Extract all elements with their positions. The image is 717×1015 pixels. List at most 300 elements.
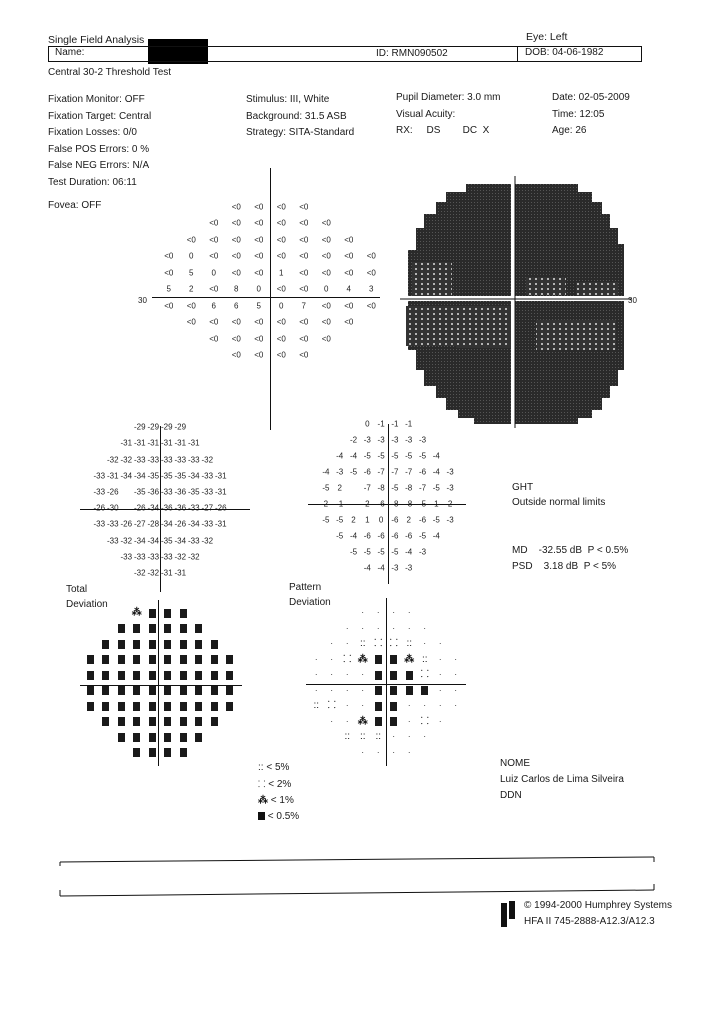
total_deviation-cell: -33 [133, 552, 146, 562]
total-deviation-prob-symbol [149, 717, 156, 726]
total_deviation-cell: -31 [214, 519, 227, 529]
pattern-deviation-prob-symbol: · [330, 685, 334, 695]
total_deviation-cell: -32 [120, 455, 133, 464]
total-deviation-prob-symbol [102, 655, 109, 664]
pattern_deviation-cell: -5 [349, 547, 358, 557]
pattern-deviation-prob-symbol: · [361, 608, 365, 618]
threshold-cell: <0 [209, 251, 219, 261]
threshold-cell: <0 [276, 235, 286, 245]
pattern_deviation-cell: -5 [377, 451, 385, 461]
threshold-cell: <0 [344, 235, 354, 245]
total_deviation-cell: -35 [174, 471, 187, 481]
pattern_deviation-cell: 2 [351, 515, 356, 525]
pattern-deviation-prob-symbol: · [376, 747, 380, 757]
pattern-deviation-prob-symbol: · [345, 701, 349, 711]
threshold-cell: 0 [211, 268, 216, 278]
total-deviation-prob-symbol [133, 655, 140, 664]
pattern_deviation-cell: 2 [337, 483, 342, 493]
total_deviation-cell: -33 [187, 455, 200, 464]
total-deviation-prob-symbol [149, 702, 156, 711]
total-deviation-prob-symbol [195, 702, 202, 711]
pattern-deviation-prob-symbol: · [438, 685, 442, 695]
pattern-deviation-prob-symbol: · [423, 732, 427, 742]
total_deviation-cell: -31 [133, 438, 146, 448]
report-title: Single Field Analysis [48, 34, 145, 46]
pattern-deviation-prob-symbol: · [454, 670, 458, 680]
psd-value: PSD 3.18 dB P < 5% [512, 561, 617, 572]
total_deviation-cell: -34 [133, 471, 146, 481]
total-deviation-prob-symbol [133, 702, 140, 711]
pattern-deviation-prob-symbol: · [376, 608, 380, 618]
pattern-deviation-prob-symbol [406, 686, 413, 695]
pattern_deviation-cell: -7 [377, 467, 385, 477]
pattern-deviation-prob-symbol: :: [375, 731, 382, 743]
total_deviation-cell: -36 [174, 487, 187, 497]
total-deviation-prob-symbol [149, 748, 156, 757]
threshold-cell: <0 [209, 334, 219, 344]
total-deviation-prob-symbol [118, 733, 125, 742]
threshold-cell: <0 [321, 251, 331, 261]
pattern-deviation-prob-symbol [390, 702, 397, 711]
pattern_deviation-cell: 0 [365, 419, 370, 429]
threshold-cell: 1 [279, 268, 284, 278]
pattern_deviation-cell: -5 [432, 483, 440, 493]
pattern_deviation-cell: -3 [418, 547, 427, 557]
total-deviation-prob-symbol [133, 733, 140, 742]
pattern_deviation-cell: -4 [432, 451, 440, 461]
total-deviation-prob-symbol [87, 655, 94, 664]
total-deviation-prob-symbol [87, 686, 94, 695]
threshold-cell: <0 [231, 268, 241, 278]
total_deviation-cell: -31 [160, 568, 173, 578]
pattern-deviation-prob-symbol: · [407, 608, 411, 618]
pattern_deviation-cell: -5 [391, 483, 399, 493]
threshold-cell: <0 [299, 268, 309, 278]
total-deviation-prob-symbol [226, 655, 233, 664]
threshold-cell: <0 [231, 251, 241, 261]
total-deviation-prob-symbol [211, 686, 218, 695]
pattern-deviation-prob-symbol: ⸬ [420, 669, 429, 681]
threshold-cell: <0 [299, 251, 309, 261]
pattern_deviation-cell: -3 [405, 563, 413, 573]
pattern_deviation-cell: -3 [363, 435, 371, 445]
total_deviation-cell: -33 [187, 536, 200, 545]
pattern_deviation-cell: -3 [336, 467, 344, 477]
total-deviation-prob-symbol [164, 748, 171, 757]
threshold-cell: <0 [209, 218, 219, 228]
total-deviation-prob-symbol [133, 671, 140, 680]
total-deviation-prob-symbol [180, 624, 187, 633]
pattern_deviation-cell: -4 [432, 531, 440, 541]
params-col3: Pupil Diameter: 3.0 mm Visual Acuity: RX: DS DC X [396, 92, 501, 136]
total-deviation-prob-symbol [180, 733, 187, 742]
pattern_deviation-cell: -6 [405, 531, 413, 541]
threshold-cell: <0 [276, 334, 286, 344]
threshold-cell: 6 [211, 301, 216, 311]
threshold-cell: <0 [299, 350, 309, 360]
pattern-deviation-prob-symbol: · [314, 685, 318, 695]
pattern_deviation-cell: 1 [365, 515, 370, 525]
pattern-deviation-prob-symbol: · [345, 685, 349, 695]
total-deviation-prob-symbol [149, 686, 156, 695]
total-deviation-prob-symbol [164, 609, 171, 618]
threshold-cell: <0 [254, 350, 264, 360]
pattern-deviation-prob-symbol: · [454, 685, 458, 695]
pattern-deviation-prob-symbol: · [361, 701, 365, 711]
total-deviation-prob-symbol [195, 640, 202, 649]
test-name: Central 30-2 Threshold Test [48, 67, 172, 78]
pattern-deviation-prob-symbol: :: [313, 700, 320, 712]
pattern_deviation-cell: -5 [363, 547, 371, 557]
total-deviation-prob-symbol [164, 640, 171, 649]
threshold-cell: <0 [164, 301, 174, 311]
pattern-deviation-prob-symbol: · [392, 732, 396, 742]
threshold-cell: <0 [321, 301, 331, 311]
threshold-cell: <0 [254, 218, 264, 228]
pattern-deviation-prob-symbol: · [361, 670, 365, 680]
threshold-cell: <0 [276, 202, 286, 212]
pattern_deviation-cell: -7 [363, 483, 371, 493]
total-deviation-prob-symbol [211, 717, 218, 726]
pattern-deviation-prob-symbol [390, 717, 397, 726]
pattern_deviation-cell: -5 [391, 547, 399, 557]
total-deviation-prob-symbol [133, 748, 140, 757]
total_deviation-cell: -31 [187, 438, 200, 448]
pattern-deviation-prob-symbol [406, 671, 413, 680]
total_deviation-cell: -28 [147, 519, 160, 529]
total_deviation-cell: -33 [160, 552, 173, 562]
total_deviation-cell: -33 [201, 487, 214, 497]
total-deviation-prob-symbol [180, 717, 187, 726]
total-deviation-prob-symbol [133, 640, 140, 649]
ght-value: Outside normal limits [512, 497, 606, 508]
total_deviation-cell: -33 [106, 536, 119, 545]
threshold-cell: <0 [231, 350, 241, 360]
pattern-deviation-prob-symbol: · [330, 639, 334, 649]
total_deviation-cell: -31 [214, 487, 227, 497]
total-deviation-prob-symbol [149, 640, 156, 649]
total-deviation-prob-symbol [180, 748, 187, 757]
pattern_deviation-cell: -6 [363, 531, 371, 541]
threshold-cell: 6 [234, 301, 239, 311]
pattern-deviation-prob-symbol: · [330, 654, 334, 664]
total-deviation-prob-symbol [164, 733, 171, 742]
total_deviation-cell: -33 [201, 471, 214, 481]
threshold-cell: <0 [231, 202, 241, 212]
total-deviation-prob-symbol [164, 717, 171, 726]
total_deviation-cell: -33 [160, 487, 173, 497]
threshold-cell: <0 [276, 317, 286, 327]
threshold-cell: <0 [299, 334, 309, 344]
total-deviation-prob-symbol [211, 640, 218, 649]
pattern_deviation-cell: -2 [349, 435, 358, 445]
pattern-deviation-prob-symbol: · [361, 685, 365, 695]
pattern-deviation-prob-symbol: · [392, 747, 396, 757]
pattern-deviation-prob-symbol: ⁂ [357, 715, 368, 727]
pattern-deviation-prob-symbol: · [423, 623, 427, 633]
pattern-deviation-prob-symbol: · [438, 654, 442, 664]
threshold-cell: 2 [189, 284, 194, 294]
copyright: © 1994-2000 Humphrey Systems [524, 900, 672, 911]
pattern_deviation-cell: -5 [432, 515, 440, 525]
total-deviation-prob-symbol [164, 671, 171, 680]
threshold-cell: <0 [299, 235, 309, 245]
pattern-deviation-prob-symbol: :: [406, 638, 413, 650]
threshold-cell: <0 [321, 235, 331, 245]
threshold-cell: <0 [344, 301, 354, 311]
pattern_deviation-cell: -5 [349, 467, 358, 477]
pattern-deviation-prob-symbol [421, 686, 428, 695]
total-deviation-prob-symbol [195, 671, 202, 680]
pattern_deviation-cell: -5 [336, 531, 344, 541]
md-value: MD -32.55 dB P < 0.5% [512, 545, 629, 556]
total-deviation-prob-symbol [118, 640, 125, 649]
total-deviation-prob-symbol [118, 686, 125, 695]
pattern-deviation-prob-symbol [375, 655, 382, 664]
threshold-cell: <0 [186, 317, 196, 327]
total_deviation-cell: -32 [187, 552, 200, 562]
pattern-deviation-prob-symbol: · [423, 701, 427, 711]
pattern-deviation-prob-symbol: · [407, 747, 411, 757]
ght-label: GHT [512, 482, 534, 493]
pattern-deviation-prob-symbol: ⁂ [404, 653, 415, 665]
threshold-cell: <0 [186, 235, 196, 245]
pattern-deviation-prob-symbol: · [330, 716, 334, 726]
pattern_deviation-cell: -1 [377, 419, 385, 429]
threshold-cell: <0 [254, 268, 264, 278]
pattern-deviation-prob-symbol: · [454, 701, 458, 711]
threshold-cell: <0 [254, 317, 264, 327]
total_deviation-cell: -33 [120, 552, 133, 562]
pattern-deviation-prob-symbol: :: [359, 638, 366, 650]
total_deviation-cell: -31 [174, 568, 187, 578]
pattern_deviation-cell: -3 [446, 483, 454, 493]
pattern-deviation-prob-symbol: · [345, 670, 349, 680]
threshold-cell: <0 [186, 301, 196, 311]
total_deviation-cell: -26 [174, 519, 187, 529]
total-deviation-prob-symbol [211, 671, 218, 680]
total_deviation-cell: -33 [201, 519, 214, 529]
threshold-cell: <0 [344, 251, 354, 261]
total_deviation-cell: -34 [174, 536, 187, 545]
total_deviation-cell: -33 [174, 455, 187, 464]
pattern-deviation-prob-symbol: · [392, 623, 396, 633]
total_deviation-cell: -34 [133, 536, 146, 545]
legend-5pct: :: < 5% [258, 762, 290, 773]
pattern_deviation-cell: -5 [336, 515, 344, 525]
pattern_deviation-cell: -5 [418, 451, 427, 461]
threshold-cell: 0 [256, 284, 261, 294]
pattern_deviation-cell: -6 [418, 467, 427, 477]
threshold-cell: <0 [164, 268, 174, 278]
total_deviation-cell: -26 [106, 487, 119, 497]
pattern-deviation-prob-symbol [375, 717, 382, 726]
total-deviation-label: Total Deviation [66, 584, 108, 610]
total_deviation-cell: -34 [147, 536, 160, 545]
total-deviation-prob-symbol [149, 624, 156, 633]
eye-label: Eye: Left [526, 31, 568, 43]
total_deviation-cell: -35 [147, 471, 160, 481]
pattern_deviation-cell: -4 [432, 467, 440, 477]
total-deviation-prob-symbol [149, 655, 156, 664]
threshold-cell: <0 [299, 218, 309, 228]
pattern_deviation-cell: -5 [391, 451, 399, 461]
total-deviation-prob-symbol [118, 655, 125, 664]
total-deviation-prob-symbol [149, 733, 156, 742]
pattern_deviation-cell: 0 [378, 515, 384, 525]
total_deviation-cell: -35 [160, 471, 173, 481]
total-deviation-prob-symbol [102, 640, 109, 649]
pattern_deviation-cell: -4 [349, 531, 358, 541]
total-deviation-prob-symbol [102, 702, 109, 711]
pattern-deviation-prob-symbol: · [361, 747, 365, 757]
threshold-cell: <0 [254, 334, 264, 344]
greyscale-axis-label: 30 [628, 296, 637, 305]
total-deviation-prob-symbol [87, 671, 94, 680]
threshold-cell: <0 [299, 284, 309, 294]
total-deviation-prob-symbol [211, 702, 218, 711]
threshold-cell: 3 [369, 284, 374, 294]
pattern_deviation-cell: -4 [405, 547, 413, 557]
pattern-deviation-prob-symbol: · [454, 654, 458, 664]
pattern-deviation-prob-symbol [375, 686, 382, 695]
threshold-cell: <0 [366, 301, 376, 311]
total-deviation-prob-symbol [102, 717, 109, 726]
threshold-cell: <0 [209, 284, 219, 294]
total-deviation-prob-symbol [133, 624, 140, 633]
total_deviation-cell: -32 [106, 455, 119, 464]
pattern-deviation-prob-symbol: · [407, 623, 411, 633]
pattern_deviation-cell: -3 [418, 435, 427, 445]
pattern-deviation-prob-symbol: · [407, 716, 411, 726]
threshold-cell: 0 [189, 251, 194, 261]
total-deviation-prob-symbol [149, 609, 156, 618]
pattern-deviation-prob-symbol [390, 655, 397, 664]
comment-box [58, 854, 658, 900]
pattern-deviation-prob-symbol: ⸬ [389, 638, 398, 650]
pattern_deviation-cell: -6 [363, 467, 371, 477]
threshold-cell: <0 [276, 284, 286, 294]
total-deviation-prob-symbol [164, 702, 171, 711]
pattern-deviation-prob-symbol: · [345, 623, 349, 633]
pattern-deviation-prob-symbol: · [423, 639, 427, 649]
pattern_deviation-cell: 2 [406, 515, 411, 525]
pattern-deviation-prob-symbol: :: [421, 653, 428, 665]
threshold-cell: 8 [234, 284, 239, 294]
total-deviation-prob-symbol [133, 717, 140, 726]
total_deviation-cell: -34 [187, 519, 200, 529]
threshold-cell: <0 [321, 334, 331, 344]
pattern_deviation-cell: -5 [322, 483, 330, 493]
total-deviation-prob-symbol [180, 655, 187, 664]
threshold-cell: <0 [321, 218, 331, 228]
total-deviation-prob-symbol [118, 671, 125, 680]
pattern_deviation-cell: -5 [363, 451, 371, 461]
pattern-deviation-prob-symbol: · [345, 716, 349, 726]
pattern_deviation-cell: -6 [418, 515, 427, 525]
pattern_deviation-cell: -4 [377, 563, 385, 573]
legend-2pct: ⸬ < 2% [258, 779, 292, 790]
pattern_deviation-cell: -5 [377, 547, 385, 557]
threshold-cell: <0 [209, 317, 219, 327]
total_deviation-cell: -29 [160, 422, 173, 432]
pattern_deviation-cell: -8 [377, 483, 385, 493]
total_deviation-cell: -33 [147, 552, 160, 562]
total-deviation-prob-symbol [180, 702, 187, 711]
threshold-cell: <0 [231, 235, 241, 245]
probability-legend [258, 760, 299, 825]
total_deviation-cell: -33 [93, 487, 106, 497]
threshold-cell: <0 [254, 235, 264, 245]
threshold-cell: <0 [276, 350, 286, 360]
pattern_deviation-cell: -6 [391, 531, 399, 541]
pattern_deviation-cell: -3 [446, 467, 454, 477]
total_deviation-cell: -32 [174, 552, 187, 562]
pattern_deviation-cell: -5 [418, 531, 427, 541]
model-version: HFA II 745-2888-A12.3/A12.3 [524, 916, 655, 927]
total_deviation-cell: -33 [147, 455, 160, 464]
threshold-cell: <0 [276, 251, 286, 261]
pattern-deviation-label: Pattern Deviation [289, 582, 331, 608]
pattern-deviation-prob-symbol: · [438, 701, 442, 711]
total-deviation-prob-symbol [87, 702, 94, 711]
total_deviation-cell: -31 [147, 438, 160, 448]
total_deviation-cell: -29 [147, 422, 160, 432]
pattern_deviation-cell: -3 [405, 435, 413, 445]
pattern_deviation-cell: -7 [405, 467, 413, 477]
total_deviation-cell: -32 [201, 455, 214, 464]
pattern-deviation-prob-symbol: ⸬ [327, 700, 336, 712]
name-label: Name: [55, 47, 85, 58]
total-deviation-prob-symbol [149, 671, 156, 680]
threshold-cell: 4 [346, 284, 351, 294]
threshold-cell: <0 [231, 334, 241, 344]
pattern-deviation-prob-symbol: · [407, 732, 411, 742]
total_deviation-cell: -35 [187, 487, 200, 497]
total_deviation-cell: -27 [133, 519, 146, 529]
total_deviation-cell: -29 [133, 422, 146, 432]
pattern_deviation-cell: -3 [446, 515, 454, 525]
total-deviation-prob-symbol [180, 686, 187, 695]
threshold-cell: <0 [321, 268, 331, 278]
pattern-deviation-prob-symbol: · [345, 639, 349, 649]
pattern-deviation-prob-symbol: ⸬ [374, 638, 383, 650]
pattern_deviation-cell: -6 [377, 531, 385, 541]
total_deviation-cell: -34 [187, 471, 200, 481]
pattern-deviation-prob-symbol [390, 671, 397, 680]
total_deviation-cell: -31 [160, 438, 173, 448]
total_deviation-cell: -33 [133, 455, 146, 464]
total-deviation-prob-symbol [164, 686, 171, 695]
total_deviation-cell: -33 [93, 519, 106, 529]
pattern_deviation-cell: -3 [391, 435, 399, 445]
total_deviation-cell: -34 [120, 471, 133, 481]
patient-block: NOME Luiz Carlos de Lima Silveira DDN [500, 758, 624, 801]
total-deviation-prob-symbol [211, 655, 218, 664]
total_deviation-cell: -26 [120, 519, 133, 529]
total-deviation-prob-symbol [164, 624, 171, 633]
pattern_deviation-cell: -5 [322, 515, 330, 525]
total-deviation-prob-symbol [164, 655, 171, 664]
pattern-deviation-prob-symbol: · [438, 639, 442, 649]
humphrey-logo [501, 901, 517, 927]
pattern-deviation-prob-symbol [375, 671, 382, 680]
threshold-cell: 5 [166, 284, 171, 294]
total-deviation-prob-symbol [195, 624, 202, 633]
total-deviation-prob-symbol [226, 671, 233, 680]
threshold-cell: 0 [279, 301, 284, 311]
pattern-deviation-prob-symbol: · [392, 608, 396, 618]
